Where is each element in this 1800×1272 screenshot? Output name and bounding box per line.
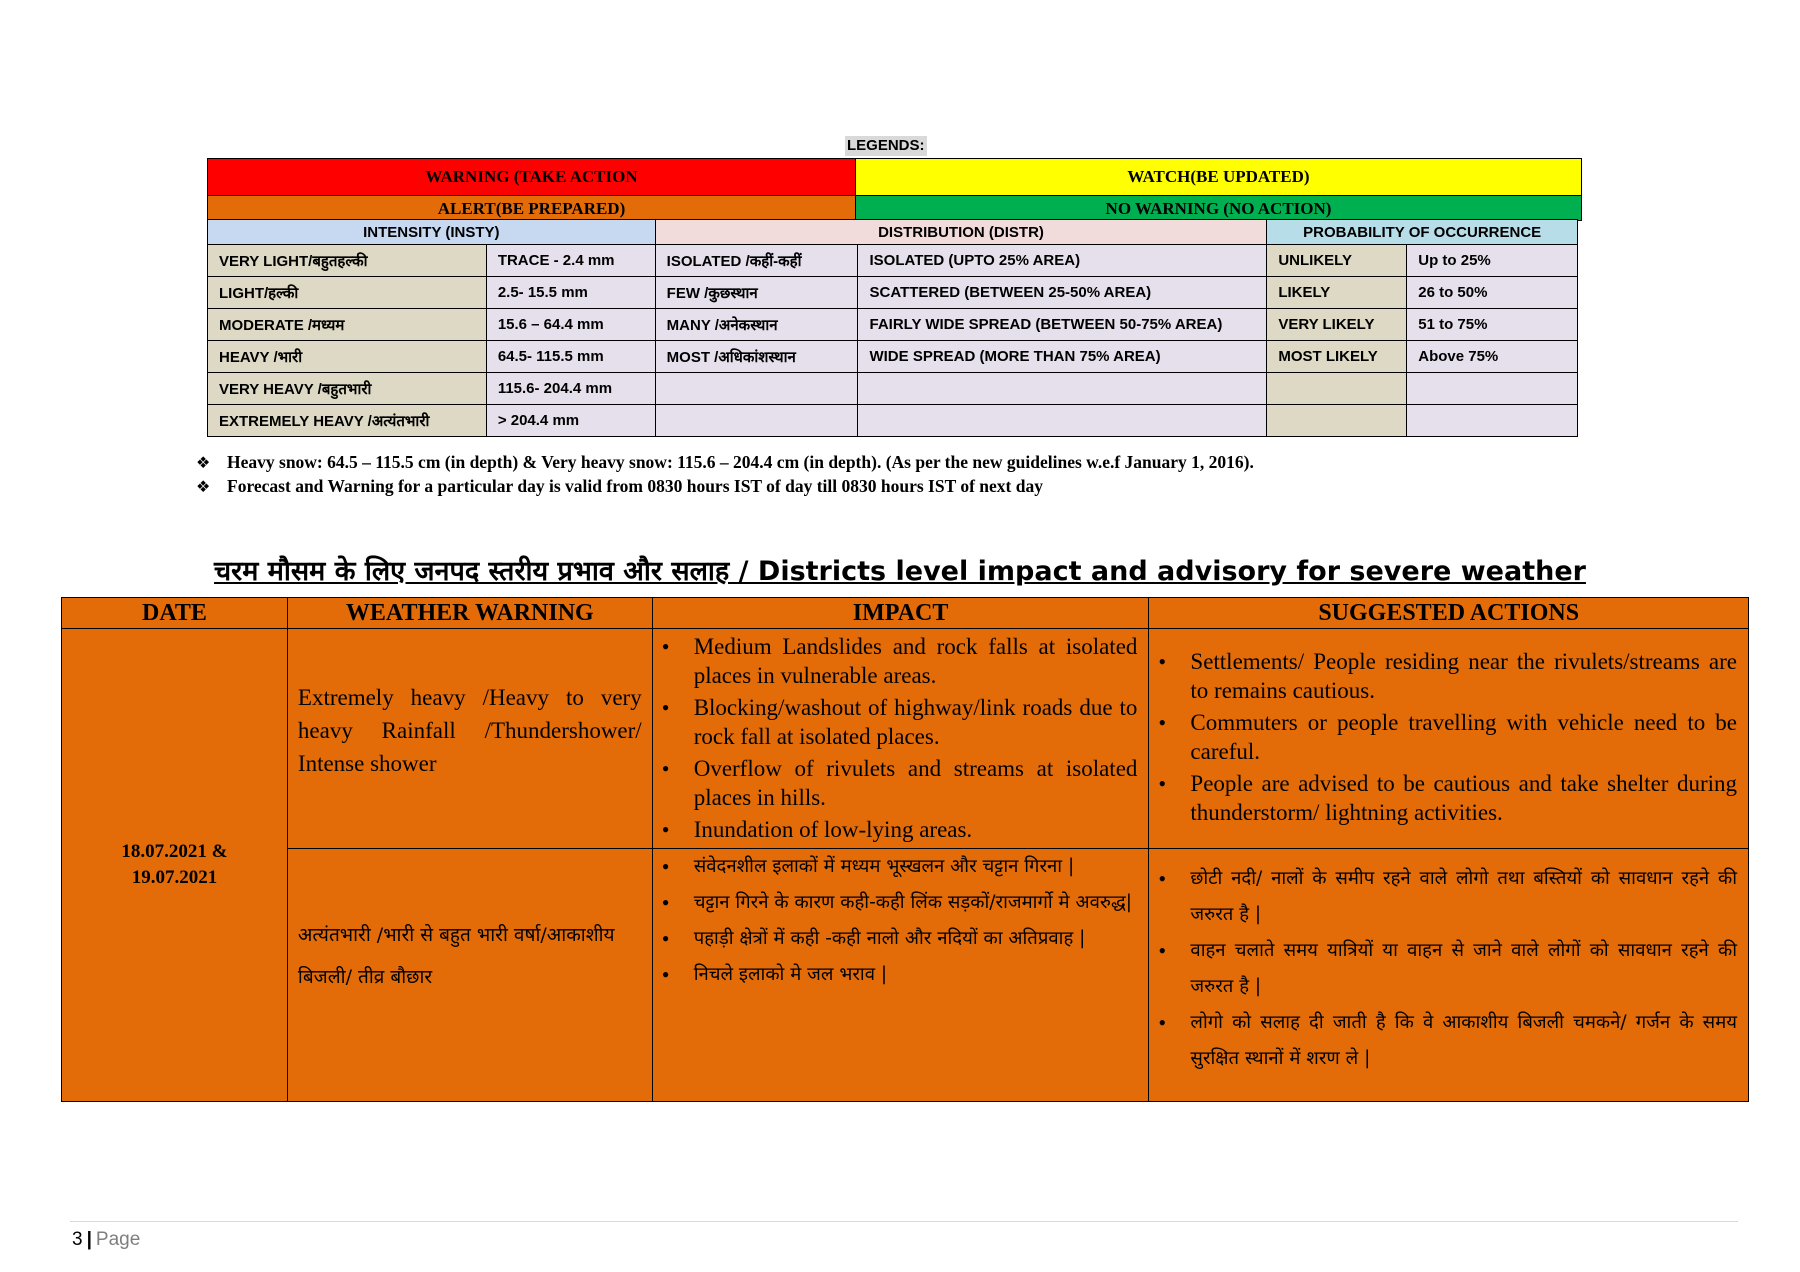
legend-row	[208, 309, 1578, 341]
intensity-value: 64.5- 115.5 mm	[486, 341, 655, 373]
empty-cell	[1267, 405, 1407, 437]
list-item: • Overflow of rivulets and streams at isolated places in hills.	[654, 754, 1148, 812]
impact-en-cell	[652, 629, 1149, 849]
advisory-table	[61, 597, 1749, 1102]
impact-header: IMPACT	[652, 598, 1149, 629]
weather-warning-header: WEATHER WARNING	[287, 598, 652, 629]
intensity-label: MODERATE /मध्यम	[208, 309, 487, 341]
list-item: • चट्टान गिरने के कारण कही-कही लिंक सड़कों/राजमार्गो मे अवरुद्ध|	[654, 885, 1148, 921]
date-header: DATE	[62, 598, 288, 629]
legend-row	[208, 373, 1578, 405]
actions-en-list	[1150, 647, 1747, 827]
list-item: • लोगो को सलाह दी जाती है कि वे आकाशीय बिजली चमकने/ गर्जन के समय सुरक्षित स्थानों में शरण ले |	[1150, 1005, 1747, 1077]
intensity-label: EXTREMELY HEAVY /अत्यंतभारी	[208, 405, 487, 437]
legend-row	[208, 405, 1578, 437]
date-cell	[62, 629, 288, 1102]
list-item: • Settlements/ People residing near the rivulets/streams are to remains cautious.	[1150, 647, 1747, 705]
note-text: Heavy snow: 64.5 – 115.5 cm (in depth) & Very heavy snow: 115.6 – 204.4 cm (in depth). (As per the new guidelines w.e.f January 1, 2016).	[227, 452, 1254, 472]
empty-cell	[655, 405, 858, 437]
legend-row	[208, 277, 1578, 309]
probability-label: VERY LIKELY	[1267, 309, 1407, 341]
empty-cell	[1407, 373, 1578, 405]
intensity-label: VERY HEAVY /बहुतभारी	[208, 373, 487, 405]
distribution-value: FAIRLY WIDE SPREAD (BETWEEN 50-75% AREA)	[858, 309, 1267, 341]
list-item: • वाहन चलाते समय यात्रियों या वाहन से जाने वाले लोगों को सावधान रहने की जरुरत है |	[1150, 933, 1747, 1005]
note-heavy-snow	[196, 451, 1254, 474]
distribution-value: ISOLATED (UPTO 25% AREA)	[858, 245, 1267, 277]
intensity-label: VERY LIGHT/बहुतहल्की	[208, 245, 487, 277]
legend-no-warning: NO WARNING (NO ACTION)	[855, 195, 1582, 221]
suggested-actions-header: SUGGESTED ACTIONS	[1149, 598, 1749, 629]
legend-row	[208, 245, 1578, 277]
weather-warning-en: Extremely heavy /Heavy to very heavy Rainfall /Thundershower/ Intense shower	[287, 629, 652, 849]
page-footer	[72, 1228, 140, 1252]
list-item: • छोटी नदी/ नालों के समीप रहने वाले लोगो तथा बस्तियों को सावधान रहने की जरुरत है |	[1150, 861, 1747, 933]
distribution-label: MOST /अधिकांशस्थान	[655, 341, 858, 373]
probability-label: MOST LIKELY	[1267, 341, 1407, 373]
advisory-row-hindi	[62, 849, 1749, 1102]
intensity-value: TRACE - 2.4 mm	[486, 245, 655, 277]
section-title: चरम मौसम के लिए जनपद स्तरीय प्रभाव और सलाह / Districts level impact and advisory for severe weather	[214, 556, 1586, 587]
probability-label: UNLIKELY	[1267, 245, 1407, 277]
intensity-value: > 204.4 mm	[486, 405, 655, 437]
page-number: 3	[72, 1229, 83, 1250]
footer-divider	[70, 1221, 1738, 1222]
distribution-value: SCATTERED (BETWEEN 25-50% AREA)	[858, 277, 1267, 309]
impact-en-list	[654, 632, 1148, 844]
list-item: • Commuters or people travelling with vehicle need to be careful.	[1150, 708, 1747, 766]
list-item: • Medium Landslides and rock falls at isolated places in vulnerable areas.	[654, 632, 1148, 690]
diamond-bullet-icon: ❖	[196, 453, 211, 472]
intensity-value: 15.6 – 64.4 mm	[486, 309, 655, 341]
footer-separator: |	[86, 1229, 92, 1250]
list-item: • निचले इलाको मे जल भराव |	[654, 957, 1148, 993]
distribution-header: DISTRIBUTION (DISTR)	[655, 220, 1267, 245]
page-label: Page	[95, 1229, 141, 1250]
legend-warning: WARNING (TAKE ACTION	[207, 158, 856, 196]
note-forecast-validity	[196, 475, 1043, 498]
diamond-bullet-icon: ❖	[196, 477, 211, 496]
intensity-header: INTENSITY (INSTY)	[208, 220, 656, 245]
legend-grid	[207, 219, 1578, 437]
list-item: • People are advised to be cautious and take shelter during thunderstorm/ lightning activities.	[1150, 769, 1747, 827]
legend-alert: ALERT(BE PREPARED)	[207, 195, 856, 221]
intensity-label: HEAVY /भारी	[208, 341, 487, 373]
empty-cell	[655, 373, 858, 405]
actions-hi-list	[1150, 861, 1747, 1077]
probability-header: PROBABILITY OF OCCURRENCE	[1267, 220, 1578, 245]
probability-value: 26 to 50%	[1407, 277, 1578, 309]
empty-cell	[1267, 373, 1407, 405]
actions-hi-cell	[1149, 849, 1749, 1102]
advisory-row-english	[62, 629, 1749, 849]
probability-value: Above 75%	[1407, 341, 1578, 373]
list-item: • Inundation of low-lying areas.	[654, 815, 1148, 844]
legends-title: LEGENDS:	[847, 137, 925, 154]
legend-row	[208, 341, 1578, 373]
list-item: • संवेदनशील इलाकों में मध्यम भूस्खलन और चट्टान गिरना |	[654, 849, 1148, 885]
distribution-value: WIDE SPREAD (MORE THAN 75% AREA)	[858, 341, 1267, 373]
empty-cell	[858, 373, 1267, 405]
impact-hi-cell	[652, 849, 1149, 1102]
distribution-label: FEW /कुछस्थान	[655, 277, 858, 309]
list-item: • Blocking/washout of highway/link roads due to rock fall at isolated places.	[654, 693, 1148, 751]
empty-cell	[858, 405, 1267, 437]
date-text: 18.07.2021 & 19.07.2021	[121, 841, 228, 888]
weather-warning-hi: अत्यंतभारी /भारी से बहुत भारी वर्षा/आकाशीय बिजली/ तीव्र बौछार	[287, 849, 652, 1102]
empty-cell	[1407, 405, 1578, 437]
distribution-label: MANY /अनेकस्थान	[655, 309, 858, 341]
intensity-label: LIGHT/हल्की	[208, 277, 487, 309]
probability-value: 51 to 75%	[1407, 309, 1578, 341]
actions-en-cell	[1149, 629, 1749, 849]
intensity-value: 115.6- 204.4 mm	[486, 373, 655, 405]
list-item: • पहाड़ी क्षेत्रों में कही -कही नालो और नदियों का अतिप्रवाह |	[654, 921, 1148, 957]
note-text: Forecast and Warning for a particular day is valid from 0830 hours IST of day till 0830 hours IST of next day	[227, 476, 1043, 496]
impact-hi-list	[654, 849, 1148, 993]
legend-watch: WATCH(BE UPDATED)	[855, 158, 1582, 196]
probability-value: Up to 25%	[1407, 245, 1578, 277]
probability-label: LIKELY	[1267, 277, 1407, 309]
distribution-label: ISOLATED /कहीं-कहीं	[655, 245, 858, 277]
intensity-value: 2.5- 15.5 mm	[486, 277, 655, 309]
